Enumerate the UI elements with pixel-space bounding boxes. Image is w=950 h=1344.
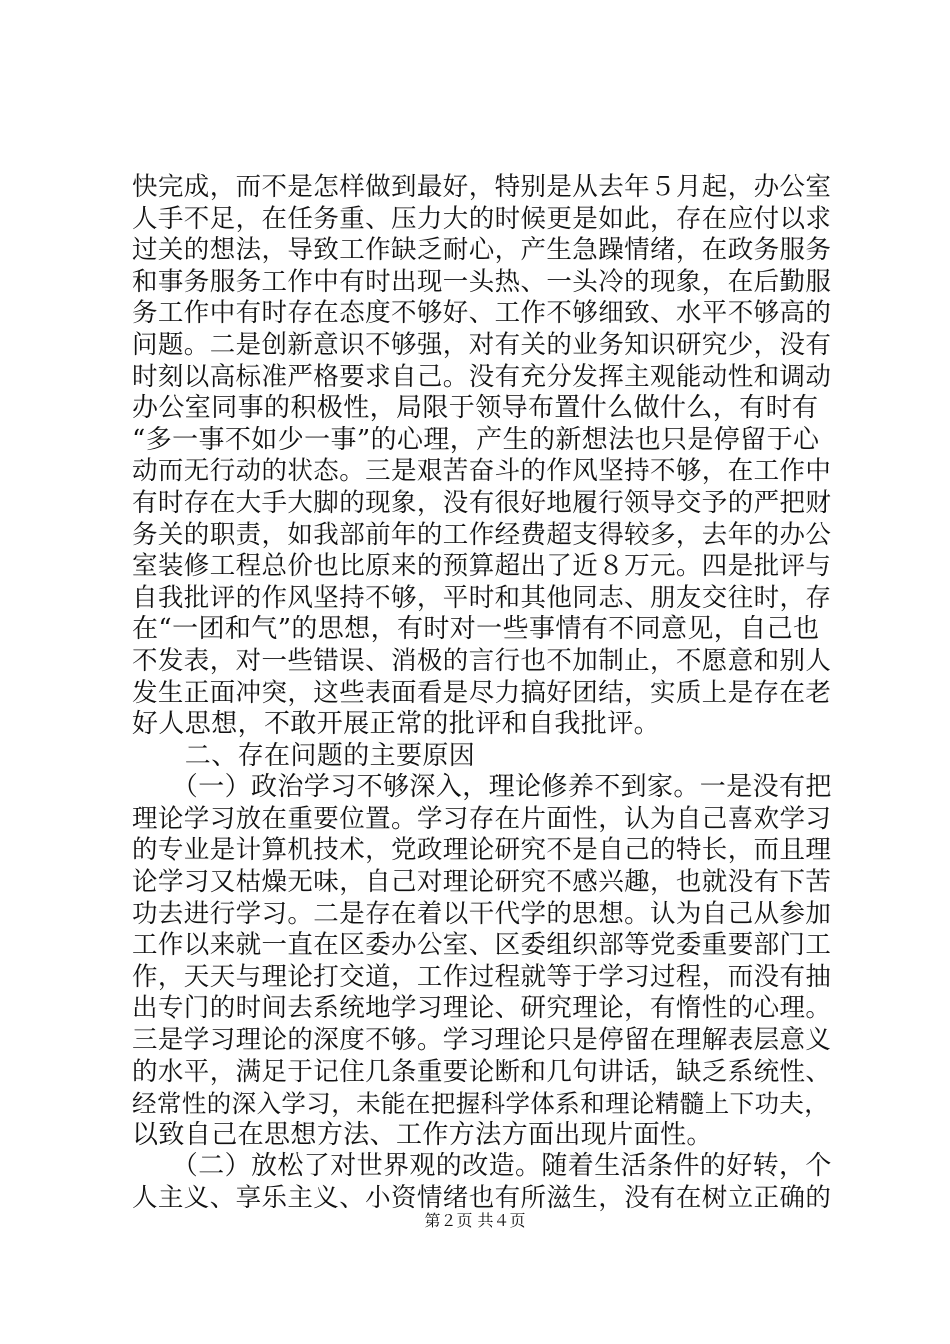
text-line: 过关的想法，导致工作缺乏耐心，产生急躁情绪，在政务服务 (132, 235, 832, 266)
page-number: 第２页 共４页 (424, 1211, 526, 1230)
text-line: 问题。二是创新意识不够强，对有关的业务知识研究少，没有 (132, 329, 832, 360)
text-line: 快完成，而不是怎样做到最好，特别是从去年５月起，办公室 (132, 172, 832, 202)
text-line: 务关的职责，如我部前年的工作经费超支得较多，去年的办公 (132, 519, 832, 550)
text-line: 的专业是计算机技术，党政理论研究不是自己的特长，而且理 (132, 835, 832, 866)
text-line: 在“一团和气”的思想，有时对一些事情有不同意见，自己也 (132, 614, 820, 645)
section-heading: 二、存在问题的主要原因 (132, 740, 476, 771)
text-line: （二）放松了对世界观的改造。随着生活条件的好转，个 (132, 1151, 832, 1182)
text-line: 自我批评的作风坚持不够，平时和其他同志、朋友交往时，存 (132, 582, 832, 613)
text-line: 办公室同事的积极性，局限于领导布置什么做什么，有时有 (132, 393, 819, 424)
text-line: 人手不足，在任务重、压力大的时候更是如此，存在应付以求 (132, 203, 832, 234)
text-line: 出专门的时间去系统地学习理论、研究理论，有惰性的心理。 (132, 993, 832, 1024)
text-line: 作，天天与理论打交道，工作过程就等于学习过程，而没有抽 (132, 961, 832, 992)
text-line: 经常性的深入学习，未能在把握科学体系和理论精髓上下功夫， (132, 1089, 830, 1119)
text-line: 论学习又枯燥无味，自己对理论研究不感兴趣，也就没有下苦 (132, 867, 832, 898)
text-line: 理论学习放在重要位置。学习存在片面性，认为自己喜欢学习 (132, 803, 832, 834)
text-line: 人主义、享乐主义、小资情绪也有所滋生，没有在树立正确的 (132, 1183, 832, 1213)
text-line: 以致自己在思想方法、工作方法方面出现片面性。 (132, 1119, 713, 1150)
text-line: 室装修工程总价也比原来的预算超出了近８万元。四是批评与 (132, 551, 832, 582)
text-line: 的水平，满足于记住几条重要论断和几句讲话，缺乏系统性、 (132, 1056, 832, 1087)
text-line: 发生正面冲突，这些表面看是尽力搞好团结，实质上是存在老 (132, 677, 832, 708)
text-line: 时刻以高标准严格要求自己。没有充分发挥主观能动性和调动 (132, 361, 832, 392)
text-line: （一）政治学习不够深入，理论修养不到家。一是没有把 (132, 772, 832, 803)
text-line: “多一事不如少一事”的心理，产生的新想法也只是停留于心 (132, 424, 820, 455)
text-line: 动而无行动的状态。三是艰苦奋斗的作风坚持不够，在工作中 (132, 456, 832, 487)
text-line: 工作以来就一直在区委办公室、区委组织部等党委重要部门工 (132, 930, 832, 961)
text-line: 好人思想，不敢开展正常的批评和自我批评。 (132, 709, 661, 740)
text-line: 和事务服务工作中有时出现一头热、一头冷的现象，在后勤服 (132, 266, 832, 297)
body-text (132, 172, 832, 1215)
text-line: 务工作中有时存在态度不够好、工作不够细致、水平不够高的 (132, 298, 832, 329)
text-line: 功去进行学习。二是存在着以干代学的思想。认为自己从参加 (132, 898, 832, 929)
text-line: 不发表，对一些错误、消极的言行也不加制止，不愿意和别人 (132, 645, 832, 676)
text-line: 三是学习理论的深度不够。学习理论只是停留在理解表层意义 (132, 1025, 832, 1056)
text-line: 有时存在大手大脚的现象，没有很好地履行领导交予的严把财 (132, 487, 832, 518)
page-footer (0, 1210, 950, 1232)
